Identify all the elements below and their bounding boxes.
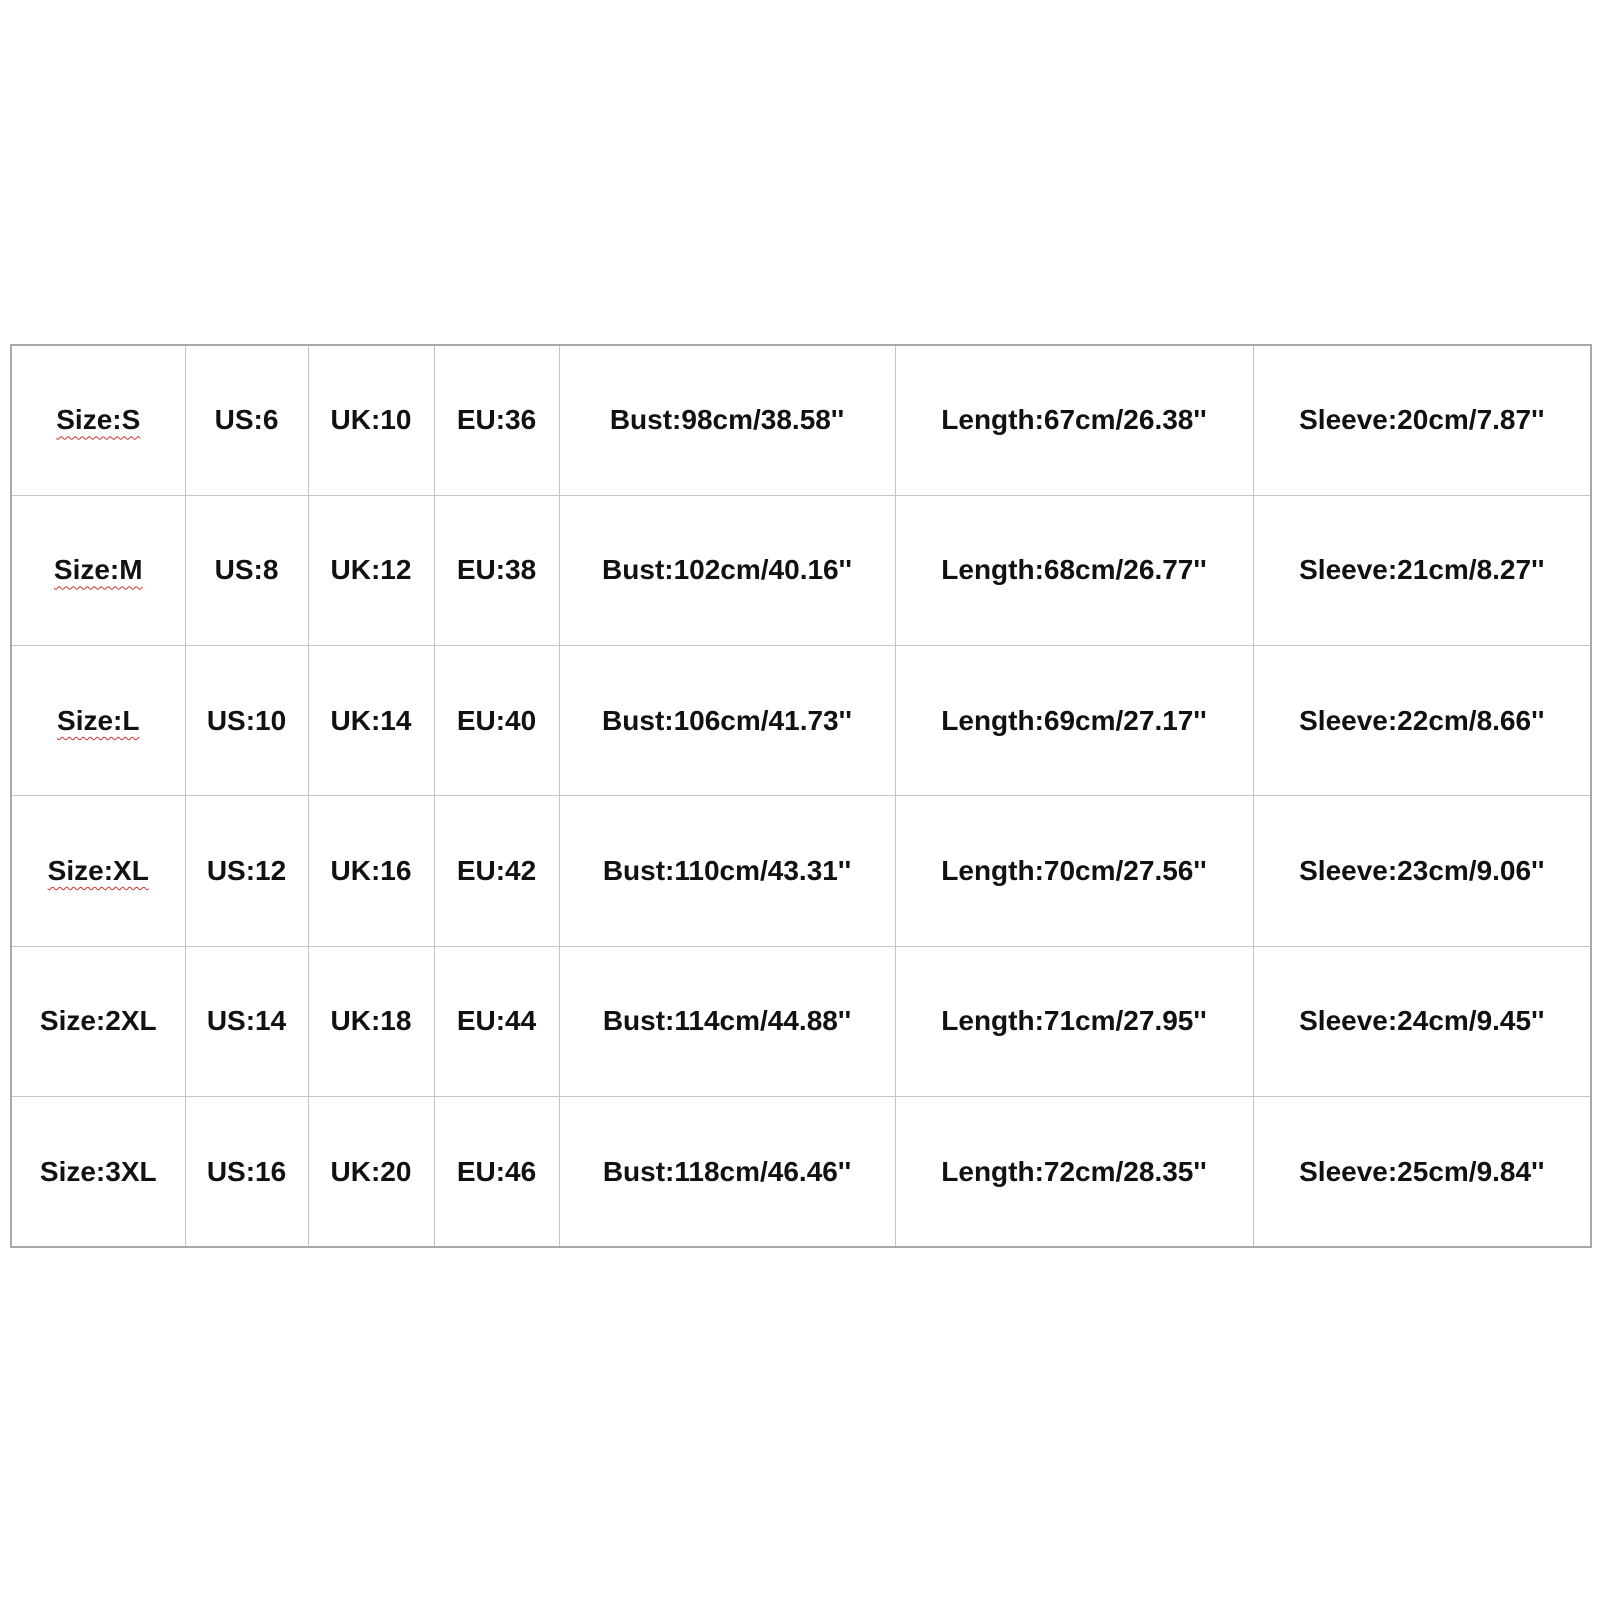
bust-value: Bust:106cm/41.73'' [602, 704, 852, 736]
size-value: Size:L [57, 704, 140, 736]
us-value: US:12 [206, 855, 287, 887]
size-chart-body [11, 345, 1591, 1247]
size-value: Size:M [53, 554, 143, 586]
size-cell [11, 646, 185, 796]
eu-value: EU:38 [456, 554, 537, 586]
eu-value: EU:44 [456, 1005, 537, 1037]
eu-cell [434, 796, 559, 946]
length-cell [895, 946, 1253, 1096]
table-row [11, 345, 1591, 495]
size-value: Size:S [56, 404, 141, 436]
eu-cell [434, 1097, 559, 1247]
length-cell [895, 646, 1253, 796]
uk-cell [308, 495, 434, 645]
bust-value: Bust:114cm/44.88'' [602, 1005, 852, 1037]
length-cell [895, 1097, 1253, 1247]
us-cell [185, 796, 308, 946]
us-cell [185, 1097, 308, 1247]
bust-value: Bust:98cm/38.58'' [609, 404, 845, 436]
uk-cell [308, 1097, 434, 1247]
eu-cell [434, 646, 559, 796]
length-value: Length:67cm/26.38'' [941, 404, 1207, 436]
uk-cell [308, 946, 434, 1096]
us-cell [185, 646, 308, 796]
table-row [11, 495, 1591, 645]
eu-cell [434, 345, 559, 495]
length-cell [895, 495, 1253, 645]
eu-value: EU:36 [456, 404, 537, 436]
bust-cell [559, 1097, 895, 1247]
bust-cell [559, 796, 895, 946]
sleeve-value: Sleeve:22cm/8.66'' [1299, 704, 1545, 736]
us-cell [185, 345, 308, 495]
sleeve-value: Sleeve:21cm/8.27'' [1299, 554, 1545, 586]
us-value: US:6 [214, 404, 279, 436]
length-value: Length:68cm/26.77'' [941, 554, 1207, 586]
us-value: US:16 [206, 1155, 287, 1187]
size-cell [11, 345, 185, 495]
sleeve-cell [1253, 646, 1591, 796]
bust-cell [559, 345, 895, 495]
bust-value: Bust:110cm/43.31'' [602, 855, 852, 887]
uk-value: UK:18 [330, 1005, 412, 1037]
uk-cell [308, 646, 434, 796]
length-value: Length:71cm/27.95'' [941, 1005, 1207, 1037]
sleeve-value: Sleeve:24cm/9.45'' [1299, 1005, 1545, 1037]
table-row [11, 1097, 1591, 1247]
sleeve-cell [1253, 1097, 1591, 1247]
us-value: US:8 [214, 554, 279, 586]
us-value: US:14 [206, 1005, 287, 1037]
length-value: Length:69cm/27.17'' [941, 704, 1207, 736]
bust-value: Bust:102cm/40.16'' [602, 554, 852, 586]
size-value: Size:3XL [39, 1155, 157, 1187]
uk-value: UK:16 [330, 855, 412, 887]
length-cell [895, 796, 1253, 946]
us-cell [185, 495, 308, 645]
eu-value: EU:42 [456, 855, 537, 887]
sleeve-value: Sleeve:20cm/7.87'' [1299, 404, 1545, 436]
eu-cell [434, 495, 559, 645]
length-value: Length:72cm/28.35'' [941, 1155, 1207, 1187]
eu-value: EU:40 [456, 704, 537, 736]
size-cell [11, 796, 185, 946]
size-cell [11, 946, 185, 1096]
length-cell [895, 345, 1253, 495]
uk-value: UK:10 [330, 404, 412, 436]
sleeve-cell [1253, 946, 1591, 1096]
uk-cell [308, 345, 434, 495]
bust-cell [559, 495, 895, 645]
size-value: Size:XL [47, 855, 149, 887]
sleeve-cell [1253, 796, 1591, 946]
size-value: Size:2XL [39, 1005, 157, 1037]
bust-value: Bust:118cm/46.46'' [602, 1155, 852, 1187]
us-value: US:10 [206, 704, 287, 736]
size-cell [11, 1097, 185, 1247]
uk-cell [308, 796, 434, 946]
size-cell [11, 495, 185, 645]
table-row [11, 646, 1591, 796]
eu-cell [434, 946, 559, 1096]
table-row [11, 796, 1591, 946]
length-value: Length:70cm/27.56'' [941, 855, 1207, 887]
size-chart-table [10, 344, 1592, 1248]
us-cell [185, 946, 308, 1096]
uk-value: UK:20 [330, 1155, 412, 1187]
bust-cell [559, 646, 895, 796]
sleeve-cell [1253, 495, 1591, 645]
eu-value: EU:46 [456, 1155, 537, 1187]
sleeve-cell [1253, 345, 1591, 495]
sleeve-value: Sleeve:25cm/9.84'' [1299, 1155, 1545, 1187]
table-row [11, 946, 1591, 1096]
uk-value: UK:14 [330, 704, 412, 736]
bust-cell [559, 946, 895, 1096]
uk-value: UK:12 [330, 554, 412, 586]
sleeve-value: Sleeve:23cm/9.06'' [1299, 855, 1545, 887]
